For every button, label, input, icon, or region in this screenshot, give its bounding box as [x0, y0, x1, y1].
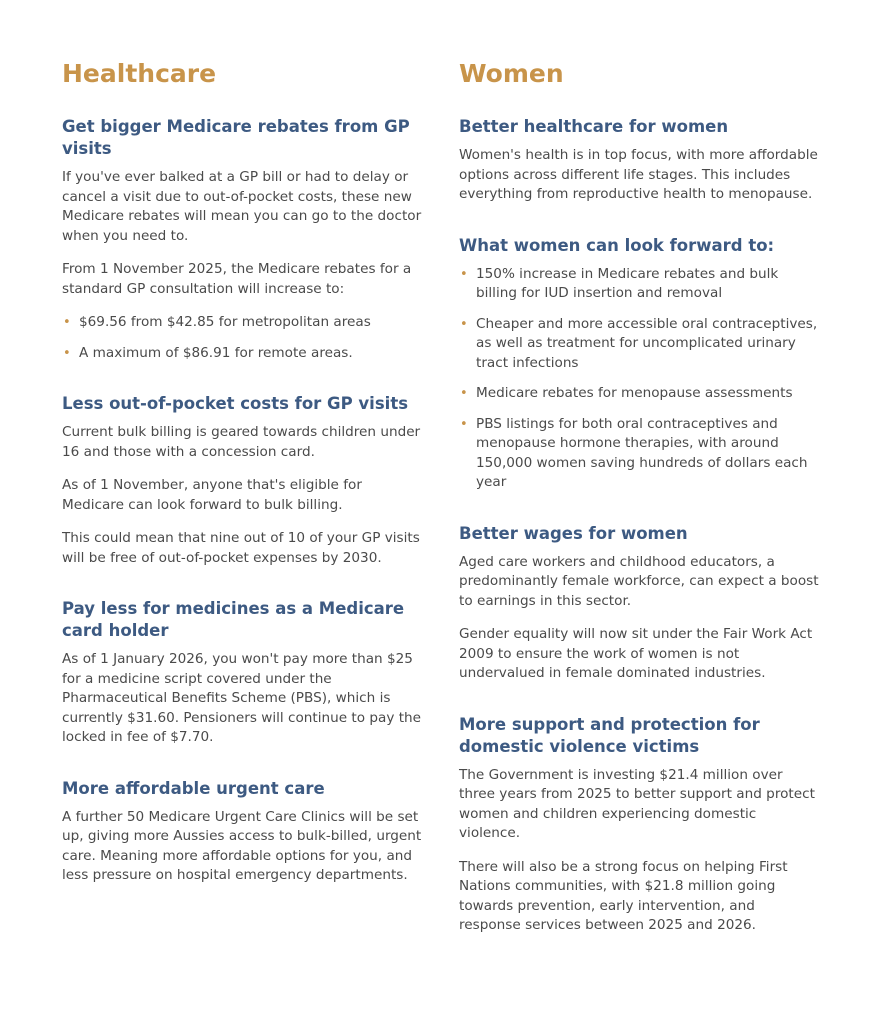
section-heading: Better wages for women — [459, 523, 688, 543]
paragraph: The Government is investing $21.4 million over three years from 2025 to better support and protect women and children experiencing domestic violence. — [459, 766, 815, 841]
paragraph: Current bulk billing is geared towards children under 16 and those with a concession card. — [62, 424, 421, 460]
section-heading: Get bigger Medicare rebates from GP visits — [62, 117, 410, 158]
section-heading: Less out-of-pocket costs for GP visits — [62, 394, 409, 413]
section-heading: Pay less for medicines as a Medicare card holder — [62, 599, 405, 640]
bullet-icon: • — [460, 266, 468, 282]
section-out-of-pocket — [62, 393, 422, 568]
list-item-text: A maximum of $86.91 for remote areas. — [79, 344, 353, 361]
paragraph: A further 50 Medicare Urgent Care Clinics will be set up, giving more Aussies access to bulk-billed, urgent care. Meaning more affordable options for you, and less pressure on hospital emergency departments. — [62, 808, 422, 883]
list-item-text: Medicare rebates for menopause assessments — [476, 385, 793, 401]
bullet-icon: • — [63, 345, 71, 361]
bullet-icon: • — [460, 416, 468, 432]
list-item — [459, 415, 819, 493]
section-heading: Better healthcare for women — [459, 117, 729, 136]
section-urgent-care — [62, 778, 422, 886]
list-item-text: $69.56 from $42.85 for metropolitan areas — [79, 314, 371, 330]
section-heading: What women can look forward to: — [459, 235, 775, 255]
women-column — [459, 58, 819, 966]
section-heading: More support and protection for domestic violence victims — [459, 714, 760, 756]
section-women-healthcare — [459, 116, 819, 205]
bullet-icon: • — [63, 315, 71, 330]
paragraph: Women's health is in top focus, with more affordable options across different life stages. This includes everything from reproductive health to menopause. — [459, 147, 818, 202]
healthcare-title: Healthcare — [62, 59, 217, 88]
paragraph: There will also be a strong focus on helping First Nations communities, with $21.8 million going towards prevention, early intervention, and response services between 2025 and 2026. — [459, 858, 788, 933]
paragraph: If you've ever balked at a GP bill or had to delay or cancel a visit due to out-of-pocket costs, these new Medicare rebates will mean you can go to the doctor when you need to. — [62, 169, 422, 244]
women-title: Women — [459, 59, 564, 88]
section-medicines — [62, 598, 422, 748]
list-item — [459, 384, 819, 404]
list-item — [62, 313, 422, 333]
list-item — [459, 265, 819, 304]
list-item — [62, 344, 422, 364]
list-item-text: Cheaper and more accessible oral contraceptives, as well as treatment for uncomplicated urinary tract infections — [476, 315, 818, 371]
paragraph: Gender equality will now sit under the Fair Work Act 2009 to ensure the work of women is not undervalued in female dominated industries. — [459, 626, 813, 681]
paragraph: From 1 November 2025, the Medicare rebates for a standard GP consultation will increase to: — [62, 261, 412, 297]
list-item-text: 150% increase in Medicare rebates and bulk billing for IUD insertion and removal — [476, 265, 779, 301]
paragraph: This could mean that nine out of 10 of your GP visits will be free of out-of-pocket expenses by 2030. — [62, 530, 420, 566]
paragraph: As of 1 January 2026, you won't pay more than $25 for a medicine script covered under the Pharmaceutical Benefits Scheme (PBS), which is currently $31.60. Pensioners will continue to pay the locked in fee of $7.70. — [62, 651, 422, 745]
bullet-list — [459, 265, 819, 493]
paragraph: As of 1 November, anyone that's eligible for Medicare can look forward to bulk billing. — [62, 477, 362, 513]
list-item — [459, 315, 819, 374]
list-item-text: PBS listings for both oral contraceptives and menopause hormone therapies, with around 150,000 women saving hundreds of dollars each year — [476, 415, 808, 490]
section-look-forward — [459, 235, 819, 493]
healthcare-column — [62, 58, 422, 916]
section-gp-rebates — [62, 116, 422, 363]
section-better-wages — [459, 523, 819, 684]
section-heading: More affordable urgent care — [62, 778, 325, 798]
bullet-list — [62, 313, 422, 363]
section-domestic-violence — [459, 714, 819, 936]
bullet-icon: • — [460, 386, 468, 401]
paragraph: Aged care workers and childhood educators, a predominantly female workforce, can expect a boost to earnings in this sector. — [459, 553, 819, 609]
bullet-icon: • — [460, 316, 468, 332]
